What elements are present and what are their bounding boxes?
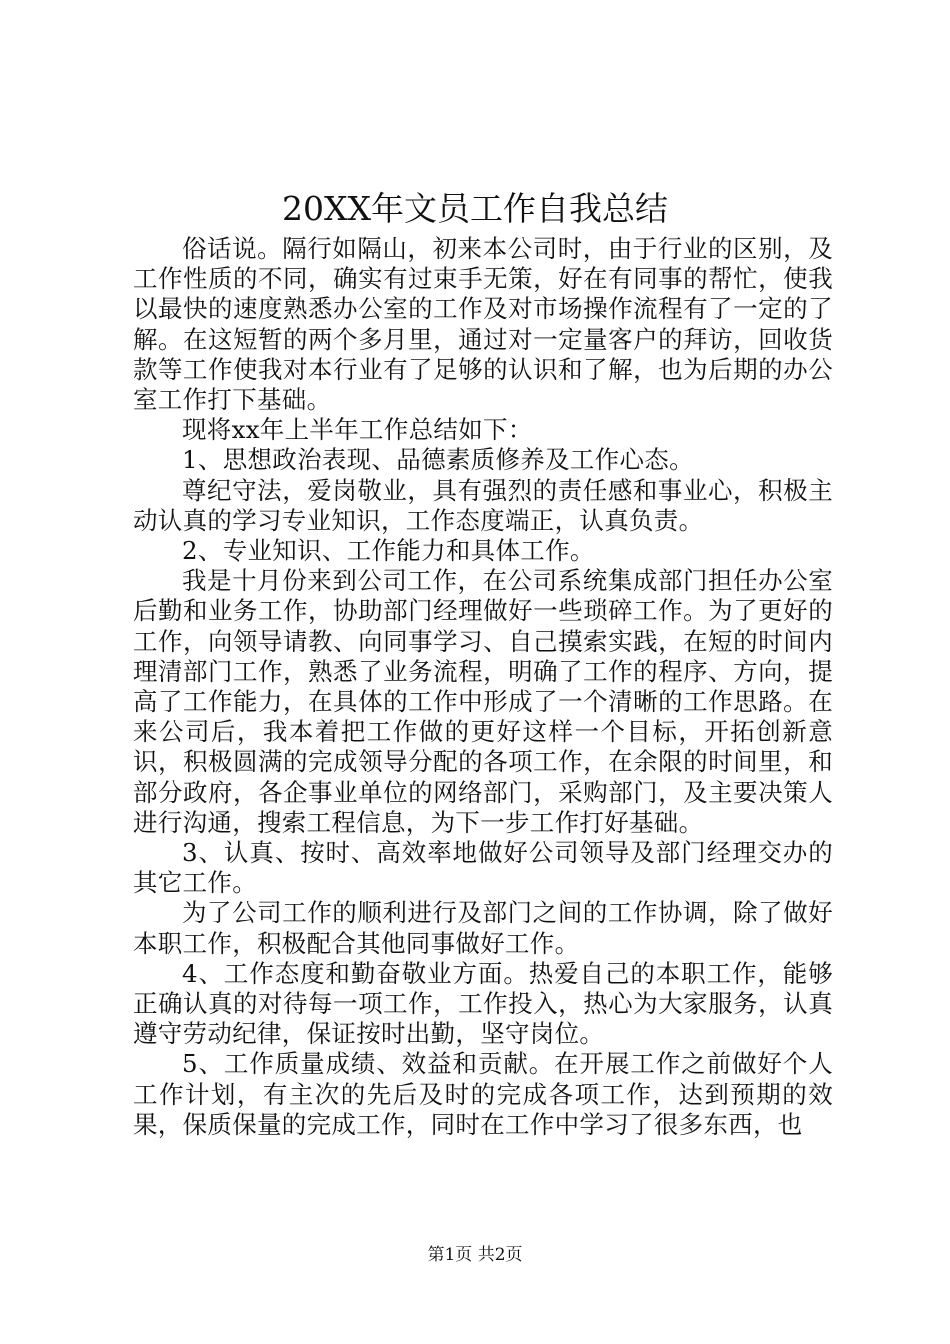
paragraph-section-5: 5、工作质量成绩、效益和贡献。在开展工作之前做好个人工作计划，有主次的先后及时的完成各项工作，达到预期的效果，保质保量的完成工作，同时在工作中学习了很多东西，也 (133, 1049, 833, 1139)
paragraph-summary-lead: 现将xx年上半年工作总结如下： (182, 415, 533, 445)
paragraph-section-3: 为了公司工作的顺利进行及部门之间的工作协调，除了做好本职工作，积极配合其他同事做好工作。 (133, 898, 833, 958)
section-heading-3: 3、认真、按时、高效率地做好公司领导及部门经理交办的其它工作。 (133, 838, 833, 898)
page-number: 第1页 (427, 1245, 473, 1265)
document-body (133, 234, 833, 1140)
section-heading-2: 2、专业知识、工作能力和具体工作。 (182, 536, 595, 566)
section-heading-1: 1、思想政治表现、品德素质修养及工作心态。 (182, 445, 694, 475)
page-total: 共2页 (477, 1245, 523, 1265)
page-footer (0, 1244, 950, 1266)
document-title: 20XX年文员工作自我总结 (282, 189, 668, 228)
paragraph-section-2: 我是十月份来到公司工作，在公司系统集成部门担任办公室后勤和业务工作，协助部门经理做好一些琐碎工作。为了更好的工作，向领导请教、向同事学习、自己摸索实践，在短的时间内理清部门工作，熟悉了业务流程，明确了工作的程序、方向，提高了工作能力，在具体的工作中形成了一个清晰的工作思路。在来公司后，我本着把工作做的更好这样一个目标，开拓创新意识，积极圆满的完成领导分配的各项工作，在余限的时间里，和部分政府，各企事业单位的网络部门，采购部门，及主要决策人进行沟通，搜索工程信息，为下一步工作打好基础。 (133, 566, 833, 837)
paragraph-intro: 俗话说。隔行如隔山，初来本公司时，由于行业的区别，及工作性质的不同，确实有过束手无策，好在有同事的帮忙，使我以最快的速度熟悉办公室的工作及对市场操作流程有了一定的了解。在这短暂的两个多月里，通过对一定量客户的拜访，回收货款等工作使我对本行业有了足够的认识和了解，也为后期的办公室工作打下基础。 (133, 234, 833, 415)
paragraph-section-1: 尊纪守法，爱岗敬业，具有强烈的责任感和事业心，积极主动认真的学习专业知识，工作态度端正，认真负责。 (133, 475, 833, 535)
paragraph-section-4: 4、工作态度和勤奋敬业方面。热爱自己的本职工作，能够正确认真的对待每一项工作，工作投入，热心为大家服务，认真遵守劳动纪律，保证按时出勤，坚守岗位。 (133, 958, 833, 1049)
